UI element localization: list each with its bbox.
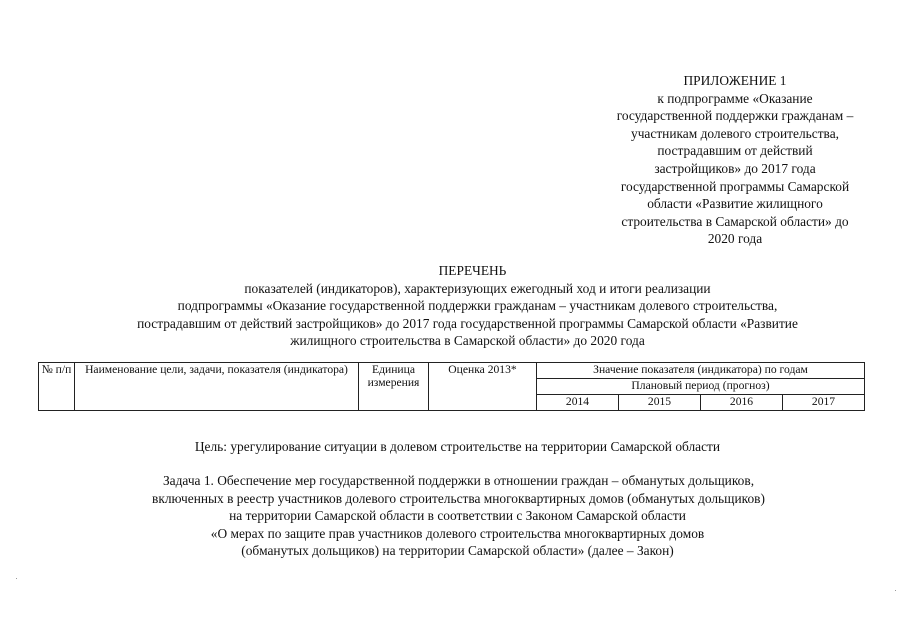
header-cell-planned: Плановый период (прогноз) <box>537 379 865 395</box>
header-cell-estimate: Оценка 2013* <box>429 363 537 411</box>
list-title-line: подпрограммы «Оказание государственной поддержки гражданам – участникам долевого строительства, <box>177 298 778 313</box>
task-line: Задача 1. Обеспечение мер государственной поддержки в отношении граждан – обманутых дольщиков, <box>162 473 755 488</box>
scan-speck <box>16 578 17 579</box>
task-line: на территории Самарской области в соответствии с Законом Самарской области <box>229 508 686 524</box>
header-cell-unit: Единица измерения <box>359 363 429 411</box>
appendix-line: 2020 года <box>707 231 763 247</box>
goal-statement <box>0 438 905 455</box>
header-cell-number: № п/п <box>39 363 75 411</box>
appendix-line: области «Развитие жилищного <box>647 196 823 212</box>
appendix-line: государственной поддержки гражданам – <box>616 108 854 124</box>
appendix-line: пострадавшим от действий <box>657 143 813 159</box>
header-cell-year: 2014 <box>537 395 619 411</box>
header-cell-year: 2017 <box>783 395 865 411</box>
list-heading: ПЕРЕЧЕНЬ <box>438 263 507 278</box>
goal-text: Цель: урегулирование ситуации в долевом строительстве на территории Самарской области <box>194 439 721 454</box>
list-title-line: пострадавшим от действий застройщиков» до 2017 года государственной программы Самарской области «Развитие <box>137 315 798 331</box>
appendix-line: государственной программы Самарской <box>620 178 850 194</box>
header-cell-year: 2016 <box>701 395 783 411</box>
scan-speck <box>895 590 896 591</box>
appendix-header <box>585 72 885 248</box>
appendix-title: ПРИЛОЖЕНИЕ 1 <box>683 73 787 88</box>
task-line: включенных в реестр участников долевого строительства многоквартирных домов (обманутых дольщиков) <box>152 490 765 506</box>
list-title-line: показателей (индикаторов), характеризующих ежегодный ход и итоги реализации <box>244 280 711 296</box>
task-block <box>0 472 905 560</box>
appendix-line: к подпрограмме «Оказание <box>657 90 813 106</box>
appendix-line: участникам долевого строительства, <box>631 125 839 141</box>
list-title-block <box>0 262 905 350</box>
header-cell-values: Значение показателя (индикатора) по годам <box>537 363 865 379</box>
appendix-line: строительства в Самарской области» до <box>621 213 849 229</box>
task-line: (обманутых дольщиков) на территории Самарской области» (далее – Закон) <box>241 543 674 559</box>
task-line: «О мерах по защите прав участников долевого строительства многоквартирных домов <box>210 525 705 541</box>
indicators-table <box>38 362 865 411</box>
table-header-row <box>39 363 865 379</box>
header-cell-year: 2015 <box>619 395 701 411</box>
list-title-line: жилищного строительства в Самарской области» до 2020 года <box>290 333 645 348</box>
appendix-line: застройщиков» до 2017 года <box>654 160 816 176</box>
header-cell-name: Наименование цели, задачи, показателя (индикатора) <box>75 363 359 411</box>
